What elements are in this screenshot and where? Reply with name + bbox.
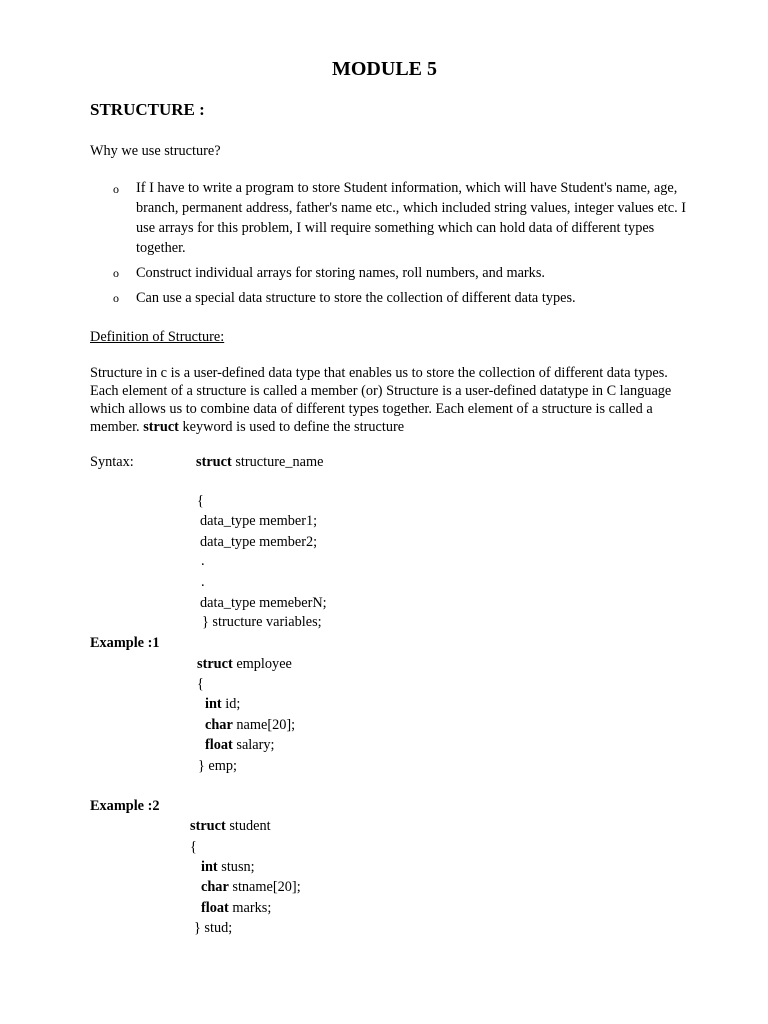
question-text: Why we use structure? <box>90 143 221 159</box>
example1-label: Example :1 <box>90 635 160 651</box>
syntax-name: structure_name <box>235 454 324 470</box>
field-type: int <box>205 696 222 712</box>
example2-field <box>201 858 255 876</box>
page-title: MODULE 5 <box>332 58 437 80</box>
syntax-memberN: data_type memeberN; <box>200 595 327 611</box>
example2-field <box>201 878 301 896</box>
definition-text: Structure in c is a user-defined data type that enables us to store the collection of different data types. Each element of a structure is called a member (or) Structure is a user-defined datatype in C language which allows us to combine data of different types together. Each element of a structure is called a member. <box>90 365 672 435</box>
definition-tail: keyword is used to define the structure <box>182 419 405 435</box>
syntax-ellipsis: . <box>201 553 205 569</box>
example1-field <box>205 716 295 734</box>
example2-name: student <box>229 818 271 834</box>
definition-heading: Definition of Structure: <box>90 329 225 345</box>
list-item: If I have to write a program to store Student information, which will have Student's name, age, branch, permanent address, father's name etc., which included string values, integer values etc. I use arrays for this problem, I will require something which can hold data of different types together. <box>136 180 687 256</box>
example1-close: } emp; <box>198 758 238 774</box>
definition-keyword: struct <box>143 419 179 435</box>
syntax-header <box>196 453 323 471</box>
field-type: int <box>201 859 218 875</box>
list-item: Construct individual arrays for storing names, roll numbers, and marks. <box>136 265 545 281</box>
field-decl: stusn; <box>221 859 255 875</box>
field-type: float <box>205 737 233 753</box>
syntax-label: Syntax: <box>90 454 134 470</box>
bullet-circle-icon: o <box>113 182 119 196</box>
syntax-member2: data_type member2; <box>200 534 318 550</box>
example2-header <box>190 817 271 835</box>
example2-close: } stud; <box>194 920 233 936</box>
syntax-open-brace: { <box>197 493 204 509</box>
field-type: float <box>201 900 229 916</box>
field-decl: stname[20]; <box>232 879 301 895</box>
section-heading: STRUCTURE : <box>90 100 205 119</box>
field-decl: marks; <box>232 900 272 916</box>
example2-field <box>201 899 271 917</box>
bullet-circle-icon: o <box>113 266 119 280</box>
syntax-member1: data_type member1; <box>200 513 318 529</box>
bullet-circle-icon: o <box>113 291 119 305</box>
example2-keyword: struct <box>190 818 226 834</box>
field-decl: name[20]; <box>236 717 296 733</box>
example1-field <box>205 736 274 754</box>
list-item: Can use a special data structure to store the collection of different data types. <box>136 290 576 306</box>
syntax-ellipsis: . <box>201 574 205 590</box>
example1-field <box>205 695 240 713</box>
field-type: char <box>201 879 229 895</box>
example1-name: employee <box>236 656 292 672</box>
syntax-keyword: struct <box>196 454 232 470</box>
definition-paragraph <box>90 364 690 436</box>
field-decl: id; <box>225 696 241 712</box>
field-decl: salary; <box>236 737 275 753</box>
syntax-close: } structure variables; <box>202 614 322 630</box>
example1-open-brace: { <box>197 676 204 692</box>
example2-open-brace: { <box>190 839 197 855</box>
example2-label: Example :2 <box>90 798 160 814</box>
example1-header <box>197 655 292 673</box>
field-type: char <box>205 717 233 733</box>
example1-keyword: struct <box>197 656 233 672</box>
